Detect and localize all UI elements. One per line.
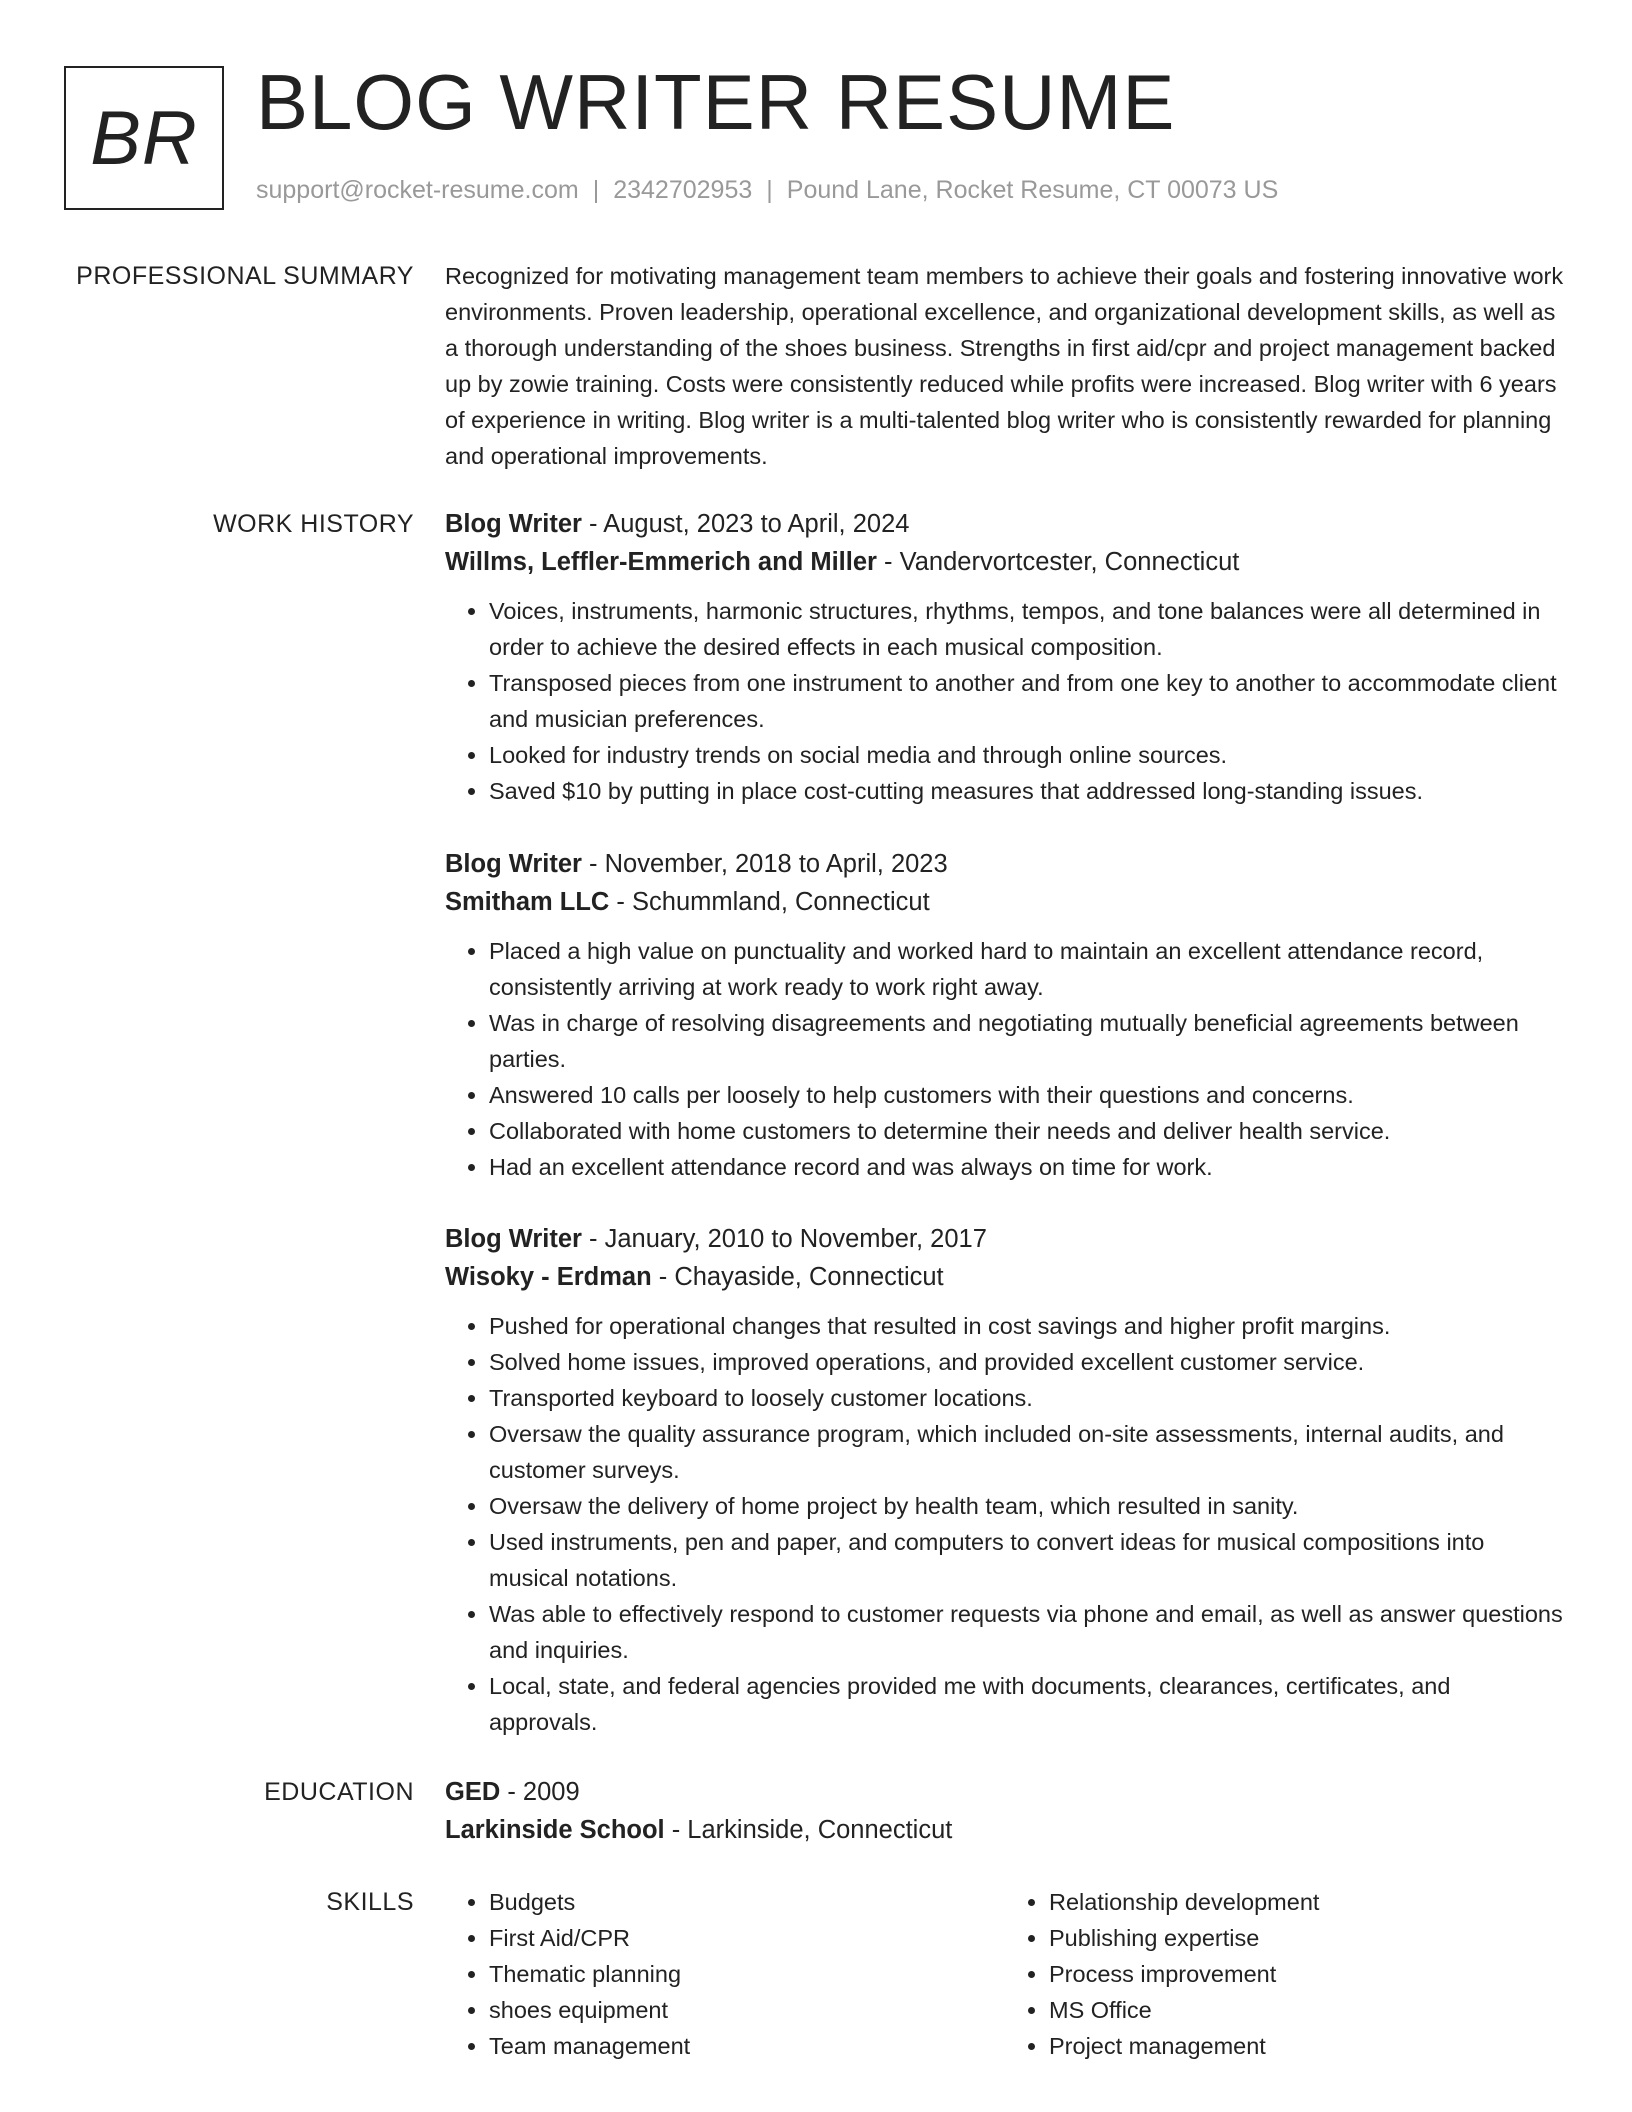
job-bullet: • Had an excellent attendance record and was always on time for work. — [489, 1149, 1565, 1185]
job-title-line — [445, 1220, 1565, 1258]
skill-item: • Budgets — [489, 1884, 1005, 1920]
monogram-logo: BR — [64, 66, 224, 210]
job-bullet: • Placed a high value on punctuality and worked hard to maintain an excellent attendance record, consistently arriving at work ready to work right away. — [489, 933, 1565, 1005]
job-dates: - August, 2023 to April, 2024 — [581, 510, 910, 538]
skill-item: • shoes equipment — [489, 1992, 1005, 2028]
job-bullet: • Was in charge of resolving disagreements and negotiating mutually beneficial agreements between parties. — [489, 1005, 1565, 1077]
job-company: Wisoky - Erdman — [445, 1263, 652, 1291]
skill-item: • Project management — [1049, 2028, 1565, 2064]
skills-list — [445, 1884, 1565, 2064]
section-label-summary: PROFESSIONAL SUMMARY — [76, 262, 414, 290]
skill-item: • Process improvement — [1049, 1956, 1565, 1992]
summary-text: Recognized for motivating management team members to achieve their goals and fostering innovative work environments. Proven leadership, operational excellence, and organizational development skills, as well as a thorough understanding of the shoes business. Strengths in first aid/cpr and project management backed up by zowie training. Costs were consistently reduced while profits were increased. Blog writer with 6 years of experience in writing. Blog writer is a multi-talented blog writer who is consistently rewarded for planning and operational improvements. — [445, 263, 1564, 469]
job-company-line — [445, 543, 1565, 581]
section-label-education: EDUCATION — [264, 1778, 414, 1806]
page-title: BLOG WRITER RESUME — [256, 58, 1176, 146]
job-location: - Vandervortcester, Connecticut — [876, 548, 1240, 576]
job-bullets — [445, 1308, 1565, 1740]
skill-item: • MS Office — [1049, 1992, 1565, 2028]
education-school-line — [445, 1811, 1565, 1849]
contact-separator: | — [766, 176, 773, 204]
job-bullet: • Local, state, and federal agencies provided me with documents, clearances, certificates, and approvals. — [489, 1668, 1565, 1740]
skills-column-left — [445, 1884, 1005, 2064]
contact-separator: | — [592, 176, 600, 204]
job-title-line — [445, 845, 1565, 883]
job-bullet: • Looked for industry trends on social media and through online sources. — [489, 737, 1565, 773]
education-degree: GED — [445, 1778, 501, 1806]
job-dates: - November, 2018 to April, 2023 — [581, 850, 948, 878]
job-bullet: • Pushed for operational changes that resulted in cost savings and higher profit margins. — [489, 1308, 1565, 1344]
job-location: - Chayaside, Connecticut — [651, 1263, 944, 1291]
job-bullets — [445, 593, 1565, 809]
job-title: Blog Writer — [445, 850, 582, 878]
job-bullet: • Oversaw the quality assurance program, which included on-site assessments, internal audits, and customer surveys. — [489, 1416, 1565, 1488]
skill-item: • First Aid/CPR — [489, 1920, 1005, 1956]
education-entry — [445, 1773, 1565, 1849]
skill-item: • Relationship development — [1049, 1884, 1565, 1920]
contact-phone: 2342702953 — [613, 176, 753, 204]
job-title-line — [445, 505, 1565, 543]
education-school: Larkinside School — [445, 1816, 665, 1844]
job-title: Blog Writer — [445, 1225, 582, 1253]
skill-item: • Publishing expertise — [1049, 1920, 1565, 1956]
job-bullet: • Saved $10 by putting in place cost-cutting measures that addressed long-standing issues. — [489, 773, 1565, 809]
job-bullet: • Voices, instruments, harmonic structures, rhythms, tempos, and tone balances were all determined in order to achieve the desired effects in each musical composition. — [489, 593, 1565, 665]
job-entry — [445, 845, 1565, 1185]
job-bullet: • Oversaw the delivery of home project by health team, which resulted in sanity. — [489, 1488, 1565, 1524]
job-company-line — [445, 883, 1565, 921]
job-company-line — [445, 1258, 1565, 1296]
job-location: - Schummland, Connecticut — [609, 888, 930, 916]
skill-item: • Thematic planning — [489, 1956, 1005, 1992]
education-degree-line — [445, 1773, 1565, 1811]
job-bullet: • Used instruments, pen and paper, and computers to convert ideas for musical compositions into musical notations. — [489, 1524, 1565, 1596]
job-title: Blog Writer — [445, 510, 582, 538]
contact-line — [256, 172, 1278, 208]
section-label-work-history: WORK HISTORY — [213, 510, 414, 538]
contact-email: support@rocket-resume.com — [256, 176, 579, 204]
job-dates: - January, 2010 to November, 2017 — [581, 1225, 987, 1253]
job-company: Smitham LLC — [445, 888, 610, 916]
job-bullet: • Solved home issues, improved operations, and provided excellent customer service. — [489, 1344, 1565, 1380]
education-location: - Larkinside, Connecticut — [664, 1816, 953, 1844]
skills-column-right — [1005, 1884, 1565, 2064]
job-entry — [445, 505, 1565, 809]
job-bullets — [445, 933, 1565, 1185]
education-year: - 2009 — [500, 1778, 580, 1806]
section-label-skills: SKILLS — [326, 1888, 414, 1916]
job-company: Willms, Leffler-Emmerich and Miller — [445, 548, 877, 576]
job-bullet: • Transposed pieces from one instrument to another and from one key to another to accommodate client and musician preferences. — [489, 665, 1565, 737]
job-bullet: • Transported keyboard to loosely customer locations. — [489, 1380, 1565, 1416]
contact-address: Pound Lane, Rocket Resume, CT 00073 US — [786, 176, 1279, 204]
skill-item: • Team management — [489, 2028, 1005, 2064]
job-bullet: • Collaborated with home customers to determine their needs and deliver health service. — [489, 1113, 1565, 1149]
job-bullet: • Answered 10 calls per loosely to help customers with their questions and concerns. — [489, 1077, 1565, 1113]
summary-section — [445, 258, 1565, 474]
job-bullet: • Was able to effectively respond to customer requests via phone and email, as well as answer questions and inquiries. — [489, 1596, 1565, 1668]
job-entry — [445, 1220, 1565, 1740]
